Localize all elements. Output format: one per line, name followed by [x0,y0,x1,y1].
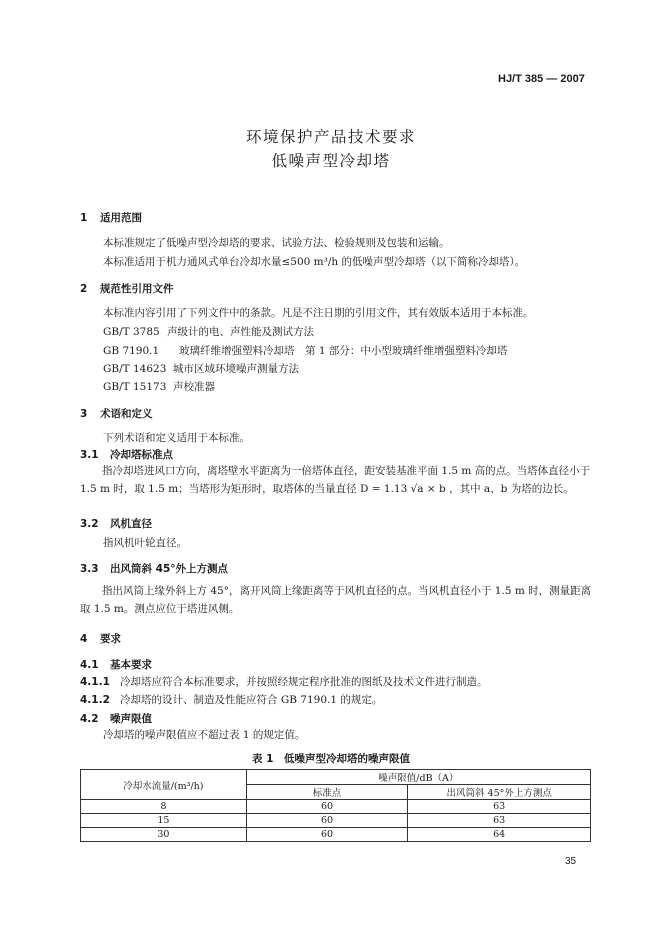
section-title: 规范性引用文件 [100,283,174,295]
section-4-heading [80,631,121,646]
section-number: 1 [80,212,88,224]
reference-item [103,325,314,340]
noise-limit-table [80,769,591,842]
clause-number: 4.1.2 [80,694,110,706]
table-row [81,828,591,842]
subsection-title: 风机直径 [110,518,152,530]
subsection-number: 4.1 [80,659,99,671]
clause-4-1-1 [80,675,488,690]
reference-title: 玻璃纤维增强塑料冷却塔 第 1 部分：中小型玻璃纤维增强塑料冷却塔 [179,345,508,357]
subsection-3-3-heading [80,561,228,576]
clause-text: 冷却塔应符合本标准要求，并按照经规定程序批准的图纸及技术文件进行制造。 [120,676,488,688]
subsection-title: 噪声限值 [110,713,152,725]
section-number: 2 [80,283,88,295]
table-cell: 60 [246,828,408,842]
section-number: 4 [80,633,88,645]
subsection-4-2-heading [80,711,152,726]
subsection-3-2-text: 指风机叶轮直径。 [103,537,187,549]
reference-title: 城市区域环境噪声测量方法 [173,363,299,375]
subsection-4-2-text: 冷却塔的噪声限值应不超过表 1 的规定值。 [103,729,306,741]
subsection-3-3-text: 指出风筒上缘外斜上方 45°，离开风筒上缘距离等于风机直径的点。当风机直径小于 1.5 m 时，测量距离取 1.5 m。测点应位于塔进风侧。 [80,585,592,615]
subsection-number: 3.1 [80,449,99,461]
page-number: 35 [565,856,577,867]
reference-title: 声级计的电、声性能及测试方法 [167,326,314,338]
reference-code: GB/T 14623 [103,363,167,375]
subsection-number: 3.2 [80,518,99,530]
reference-code: GB 7190.1 [103,345,160,357]
subsection-title: 冷却塔标准点 [110,449,173,461]
reference-code: GB/T 15173 [103,381,167,393]
table-cell: 15 [81,814,247,828]
section-1-para-2: 本标准适用于机力通风式单台冷却水量≤500 m³/h 的低噪声型冷却塔（以下简称冷却塔）。 [103,256,526,268]
reference-title: 声校准器 [173,381,215,393]
subsection-number: 4.2 [80,713,99,725]
reference-code: GB/T 3785 [103,326,160,338]
section-2-heading [80,281,174,296]
doc-title: 环境保护产品技术要求 [245,128,416,146]
clause-text: 冷却塔的设计、制造及性能应符合 GB 7190.1 的规定。 [120,694,383,706]
table-cell: 63 [408,800,591,814]
clause-4-1-2 [80,693,382,708]
section-2-para-1: 本标准内容引用了下列文件中的条款。凡是不注日期的引用文件，其有效版本适用于本标准。 [103,307,534,319]
table-cell: 60 [246,800,408,814]
table-row [81,814,591,828]
section-title: 要求 [100,633,121,645]
subsection-number: 3.3 [80,563,99,575]
subsection-title: 基本要求 [110,659,152,671]
table-cell: 30 [81,828,247,842]
doc-subtitle: 低噪声型冷却塔 [271,152,391,170]
table-cell: 60 [246,814,408,828]
table-cell: 8 [81,800,247,814]
section-1-heading [80,210,142,225]
clause-number: 4.1.1 [80,676,110,688]
section-title: 适用范围 [100,212,142,224]
section-title: 术语和定义 [100,408,153,420]
subsection-4-1-heading [80,657,152,672]
table-caption: 表 1 低噪声型冷却塔的噪声限值 [252,753,410,765]
reference-item [103,344,507,359]
column-header-flow: 冷却水流量/(m³/h) [81,770,247,800]
section-1-para-1: 本标准规定了低噪声型冷却塔的要求、试验方法、检验规则及包装和运输。 [103,237,450,249]
table-row [81,800,591,814]
table-cell: 63 [408,814,591,828]
subsection-title: 出风筒斜 45°外上方测点 [110,563,229,575]
column-header-noise: 噪声限值/dB（A） [246,770,590,785]
section-3-heading [80,406,153,421]
reference-item [103,380,215,395]
table-header-row [81,770,591,785]
reference-item [103,362,299,377]
subsection-3-1-heading [80,447,173,462]
column-header-outlet-point: 出风筒斜 45°外上方测点 [408,785,591,800]
subsection-3-1-text: 指冷却塔进风口方向，离塔壁水平距离为一倍塔体直径，距安装基准平面 1.5 m 高的点。当塔体直径小于 1.5 m 时，取 1.5 m；当塔形为矩形时，取塔体的当量直径 D = 1.13 √a × b ，其中 a、b 为塔的边长。 [80,465,591,495]
section-3-para-1: 下列术语和定义适用于本标准。 [103,432,250,444]
table-cell: 64 [408,828,591,842]
standard-code: HJ/T 385 — 2007 [498,73,585,85]
column-header-standard-point: 标准点 [246,785,408,800]
section-number: 3 [80,408,88,420]
subsection-3-2-heading [80,516,152,531]
